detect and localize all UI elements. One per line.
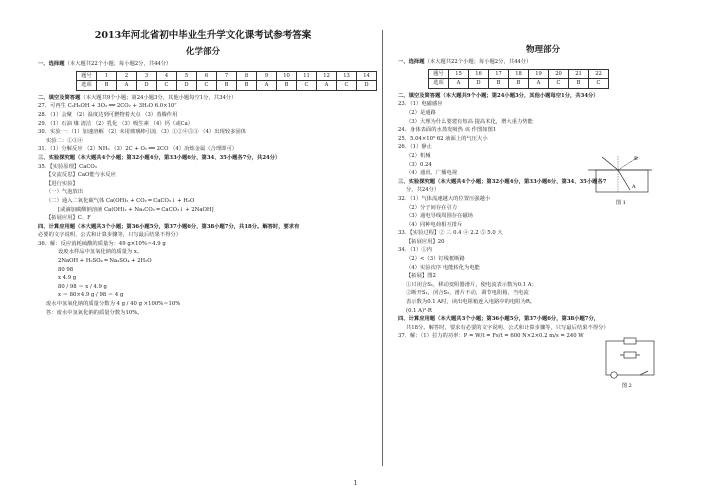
answer-line: 80 / 98 ＝ x / 4.9 g [58,283,107,290]
section-heading: 三、实验探究题（本大题共4个小题；第32小题4分，第33小题6分，第34、35小题各7 [398,178,607,185]
chem-choice-label: 一、选择题 [38,61,65,67]
answer-line: 80 98 [58,266,74,273]
table-cell: C [157,81,177,91]
table-cell: 19 [529,69,549,79]
phys-table-row-answers [429,79,609,89]
answer-line: 实验二：①③④ [46,137,84,144]
answer-line: 设废水样品中氢氧化钠的质量为 x。 [58,249,143,256]
answer-line: 29．（1）石油 煤 清洁 （2）乳化 （3）吸生素 （4）钙（或Ca） [38,120,194,127]
document-title: 2013年河北省初中毕业生升学文化课考试参考答案 [94,30,312,41]
chem-fill-note: （本大题共9个小题；第24小题3分，其他小题每空1分，共34分） [80,94,237,101]
table-cell: 14 [357,71,377,81]
answer-line: （一）气泡放出 [46,189,84,196]
table-cell: 21 [569,69,589,79]
table-cell: 1 [97,71,117,81]
table-cell: 18 [509,69,529,79]
answer-line: （2）是通路 [406,109,436,116]
figure-1-refraction-diagram [582,152,656,208]
table-cell: 4 [157,71,177,81]
section-heading: 二、填空及简答题（本大题共9个小题；第24小题3分，其他小题每空1分，共34分） [398,92,599,99]
refracted-ray [618,170,630,190]
table-cell: A [117,81,137,91]
table-cell: C [197,81,217,91]
answer-line: （2）分子间存在引力 [406,204,458,211]
page-number: 1 [353,480,358,487]
physics-heading: 物理部分 [525,45,560,55]
table-cell: A [449,79,469,89]
answer-line: （2）机械 [406,152,431,159]
answer-line: （4）实验次序 电能转化为电能 [406,264,480,271]
figure-1-caption: 图 1 [616,200,626,206]
table-cell: D [177,81,197,91]
answer-line: 34．（1）①内 [398,247,432,254]
table-cell: C [549,79,569,89]
point-a-label: A [632,184,636,190]
table-cell: D [469,79,489,89]
answer-line: （二）通入二氧化碳气体 Ca(OH)₂ + CO₂ ═ CaCO₃↓ + H₂O [46,197,195,204]
answer-line: 必要的文字说明、公式和计算步骤等，只写最后结果不得分） [38,232,182,239]
table-cell: C [589,79,609,89]
answer-line: ①只闭合S₁，移动变阻器滑片，使电流表示数为0.1 A； [406,281,537,288]
table-cell: C [337,81,357,91]
answer-line: 分，共24分） [406,187,440,194]
chem-choice-heading [38,60,368,69]
answer-line: （4）通讯、广播电视 [406,170,458,177]
table-cell: 13 [337,71,357,81]
chem-fill-heading [38,94,368,103]
table-cell: 题号 [77,71,97,81]
answer-line: x 4.9 g [58,275,77,282]
ammeter-icon [611,372,617,378]
answer-line: 32．（1）气体流速越大的位置压强越小 [398,195,491,202]
chemistry-column [38,26,368,317]
table-cell: 12 [317,71,337,81]
table-cell: 16 [469,69,489,79]
answer-line: 26．（1）静止 [398,144,432,151]
answer-line: 表示数为0.1 A时，读出电阻箱连入电路中的电阻为R。 [406,299,536,306]
phys-choice-heading [398,58,688,67]
column-divider [382,30,383,466]
table-cell: B [509,79,529,89]
answer-line: 28．（1）会聚 （2）温度达到可燃物着火点 （3）蒸腾作用 [38,111,178,118]
answer-line: （3）0.24 [406,161,432,168]
table-cell: 15 [449,69,469,79]
table-cell: A [257,81,277,91]
table-cell: 17 [489,69,509,79]
phys-choice-label: 一、选择题 [398,59,425,65]
section-heading: 三、实验探究题（本大题共4个小题；第32小题4分，第33小题6分，第34、35小题各7分，共24分） [38,154,281,161]
table-cell: 3 [137,71,157,81]
table-cell: B [97,81,117,91]
answer-line: 37．解：（1）拉力的功率：P = W/t = Fs/t = 600 N×2×0.2 m/s = 240 W [398,333,584,340]
chem-table-row-answers [77,81,377,91]
section-heading: 四、计算应用题（本大题共3个小题；第36小题5分，第37小题6分，第38小题7分，共18分。解答时，要求有 [38,223,300,230]
resistor-box [624,338,636,344]
figure-2-circuit-diagram [600,335,662,391]
answer-line: （2）<（3）钉线框断路 [406,256,465,263]
answer-line: ②断开S₁，闭合S₂，滑片不动，调节电阻箱，当电流 [406,290,529,297]
table-cell: 选项 [429,79,449,89]
answer-line: 【拓展】图2 [406,273,436,280]
answer-line: 答：废水中氢氧化钠的质量分数为10%。 [46,309,143,316]
table-cell: D [357,81,377,91]
answer-line: 废水中氢氧化钠的质量分数为 4 g / 40 g ×100%＝10% [46,301,181,308]
phys-answer-table [428,69,609,89]
answer-line: [或滴加碳酸钠溶液 Ca(OH)₂ + Na₂CO₃ ═ CaCO₃↓ + 2NaOH] [58,206,214,213]
phys-choice-note: （本大题共22个小题；每小题2分，共44分） [424,59,532,65]
table-cell: B [217,81,237,91]
answer-line: 【拓展应用】C、F [46,215,91,222]
chem-fill-label: 二、填空及简答题 [38,94,81,101]
table-cell: 选项 [77,81,97,91]
table-cell: A [317,81,337,91]
table-cell: C [297,81,317,91]
table-cell: 7 [217,71,237,81]
phys-table-row-numbers [429,69,609,79]
table-cell: D [137,81,157,91]
answer-line: 30．实验一：（1）加速溶解 （2）未用玻璃棒引流 （3）①②④⑤③ （4）出现较多固体 [38,129,247,136]
answer-line: 【进行实验】 [46,180,78,187]
answer-line: 23．（1）电磁感应 [398,101,443,108]
answer-line: 共18分。解答时，要求有必要的文字说明、公式和计算步骤等，只写最后结果不得分） [406,324,609,331]
table-cell: 9 [257,71,277,81]
table-cell: B [277,81,297,91]
resistance-box [624,352,636,358]
answer-line: 24．身体表面的水蒸发吸热 该 作图如图1 [398,127,497,134]
answer-line: 33．【实验过程】② 三 0.4 ④ 2.2 ⑤ 5.0 大 [398,230,503,237]
answer-line: 【拓展应用】20 [406,238,445,245]
answer-line: （3）大理为什么要建有短高 提高术化，增大重力势能 [406,118,533,125]
table-cell: 6 [197,71,217,81]
answer-line: 31．（1）分解反应 （2）NH₃ （3）2C + O₂ ══ 2CO （4）冶炼金属（合理即可） [38,146,238,153]
chem-choice-note: （本大题共22个小题；每小题2分，共44分） [64,61,172,67]
table-cell: 20 [549,69,569,79]
chemistry-heading: 化学部分 [185,47,220,57]
table-cell: 22 [589,69,609,79]
answer-line: （4）同种电荷相互排斥 [406,221,463,228]
chem-answer-table [76,71,377,91]
answer-line: 27．可再生 C₂H₅OH + 3O₂ ══ 2CO₂ + 3H₂O 6.0×10⁷ [38,103,177,110]
answer-line: 35．【实验原理】CaCO₃ [38,163,97,170]
incident-ray [602,157,618,170]
table-cell: 10 [277,71,297,81]
table-cell: B [237,81,257,91]
answer-line: x ＝ 80×4.9 g / 98 ＝ 4 g [58,292,124,299]
table-cell: 题号 [429,69,449,79]
table-cell: 2 [117,71,137,81]
table-cell: A [529,79,549,89]
answer-line: 36．解：反应消耗硫酸的质量为：49 g×10%＝4.9 g [38,240,166,247]
switch-icon [640,371,648,375]
answer-line: 25．5.04×10⁵ 62 液面上的气压大小 [398,135,488,142]
table-cell: 5 [177,71,197,81]
table-cell: B [569,79,589,89]
answer-line: 2NaOH + H₂SO₄ ═ Na₂SO₄ + 2H₂O [58,258,152,265]
section-heading: 四、计算应用题（本大题共3个小题；第36小题5分，第37小题6分，第38小题7分， [398,316,600,323]
answer-line: (0.1 A)²·R [406,307,432,314]
point-b-label: B [634,156,638,162]
water-container [596,170,648,192]
answer-line: （3）通电导线周围存在磁场 [406,213,473,220]
table-cell: 8 [237,71,257,81]
chem-table-row-numbers [77,71,377,81]
table-cell: 11 [297,71,317,81]
figure-2-caption: 图 2 [622,383,632,389]
answer-line: 【交流反思】CaO能与水反应 [46,172,116,179]
table-cell: B [489,79,509,89]
